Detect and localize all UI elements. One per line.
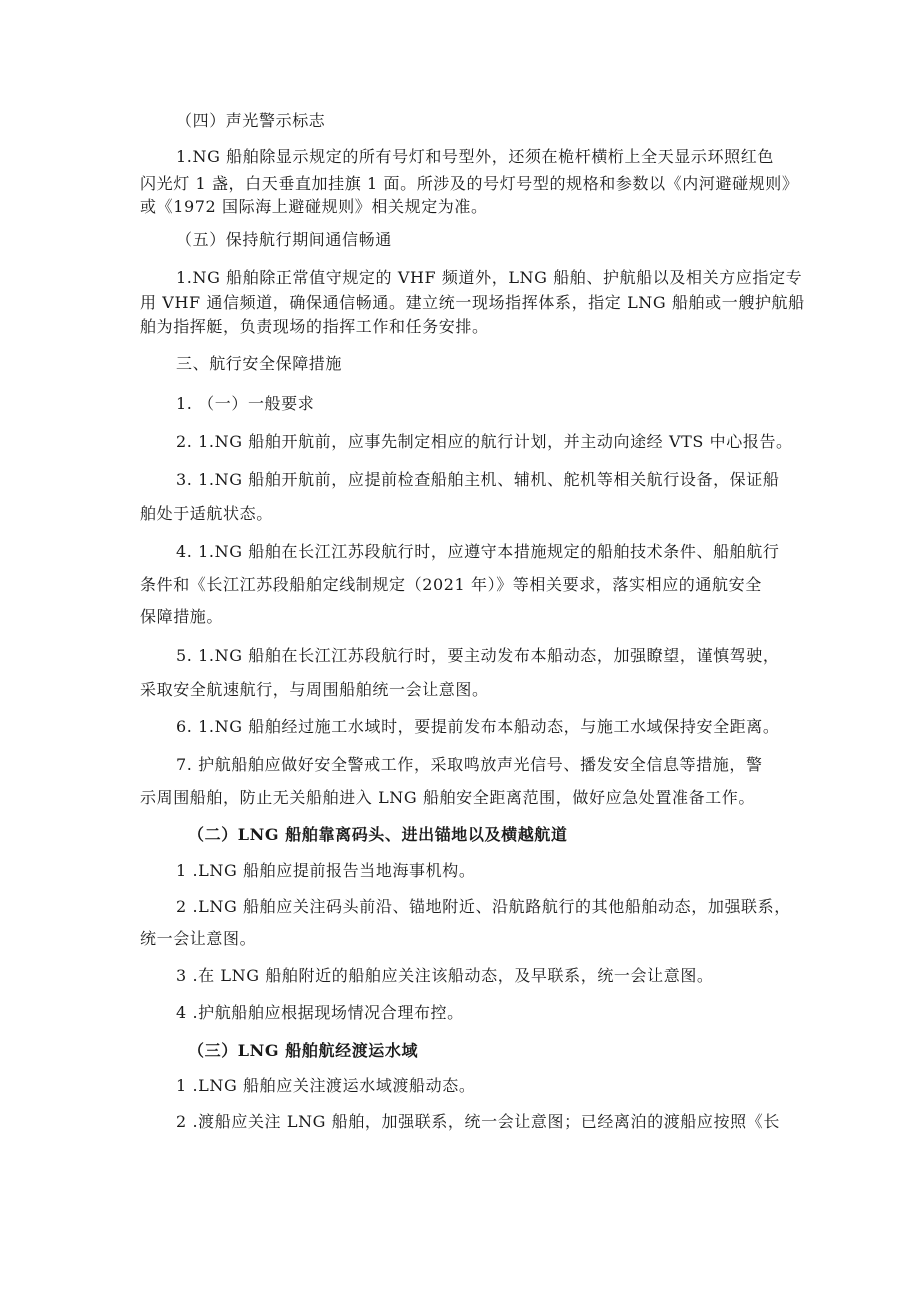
paragraph-line: 舶为指挥艇，负责现场的指挥工作和任务安排。 <box>140 317 489 336</box>
list-item: 5. 1.NG 船舶在长江江苏段航行时，要主动发布本船动态，加强瞭望，谨慎驾驶， <box>176 646 780 665</box>
list-item-continuation: 示周围船舶，防止无关船舶进入 LNG 船舶安全距离范围，做好应急处置准备工作。 <box>140 788 755 807</box>
list-item: 4. 1.NG 船舶在长江江苏段航行时，应遵守本措施规定的船舶技术条件、船舶航行 <box>176 542 780 561</box>
paragraph-line: 或《1972 国际海上避碰规则》相关规定为准。 <box>140 197 488 216</box>
list-item: 4 .护航船舶应根据现场情况合理布控。 <box>176 1003 464 1022</box>
list-item-continuation: 统一会让意图。 <box>140 929 257 948</box>
chapter-heading: 三、航行安全保障措施 <box>176 354 343 373</box>
section-heading-3: （三）LNG 船舶航经渡运水域 <box>188 1041 419 1060</box>
list-item-continuation: 保障措施。 <box>140 607 224 626</box>
list-item: 2. 1.NG 船舶开航前，应事先制定相应的航行计划，并主动向途经 VTS 中心报告。 <box>176 432 793 451</box>
paragraph-line: 1.NG 船舶除正常值守规定的 VHF 频道外，LNG 船舶、护航船以及相关方应指定专 <box>176 268 803 287</box>
list-item: 3. 1.NG 船舶开航前，应提前检查船舶主机、辅机、舵机等相关航行设备，保证船 <box>176 470 780 489</box>
list-item: 1 .LNG 船舶应关注渡运水域渡船动态。 <box>176 1076 476 1095</box>
section-heading-2: （二）LNG 船舶靠离码头、进出锚地以及横越航道 <box>188 825 568 844</box>
list-item-continuation: 采取安全航速航行，与周围船舶统一会让意图。 <box>140 680 489 699</box>
paragraph-line: 用 VHF 通信频道，确保通信畅通。建立统一现场指挥体系，指定 LNG 船舶或一艘护航船 <box>140 293 805 312</box>
section-heading-5: （五）保持航行期间通信畅通 <box>176 230 392 249</box>
section-heading-4: （四）声光警示标志 <box>176 111 326 130</box>
list-item: 2 .LNG 船舶应关注码头前沿、锚地附近、沿航路航行的其他船舶动态，加强联系， <box>176 897 791 916</box>
list-item: 3 .在 LNG 船舶附近的船舶应关注该船动态，及早联系，统一会让意图。 <box>176 966 714 985</box>
paragraph-line: 闪光灯 1 盏，白天垂直加挂旗 1 面。所涉及的号灯号型的规格和参数以《内河避碰规则》 <box>140 174 799 193</box>
list-item-continuation: 舶处于适航状态。 <box>140 504 273 523</box>
list-item: 6. 1.NG 船舶经过施工水域时，要提前发布本船动态，与施工水域保持安全距离。 <box>176 717 780 736</box>
list-item: 1 .LNG 船舶应提前报告当地海事机构。 <box>176 861 476 880</box>
list-item: 1. （一）一般要求 <box>176 394 315 413</box>
paragraph-line: 1.NG 船舶除显示规定的所有号灯和号型外，还须在桅杆横桁上全天显示环照红色 <box>176 147 774 166</box>
list-item: 7. 护航船舶应做好安全警戒工作，采取鸣放声光信号、播发安全信息等措施，警 <box>176 755 763 774</box>
list-item-continuation: 条件和《长江江苏段船舶定线制规定（2021 年）》等相关要求，落实相应的通航安全 <box>140 575 762 594</box>
list-item: 2 .渡船应关注 LNG 船舶，加强联系，统一会让意图；已经离泊的渡船应按照《长 <box>176 1112 780 1131</box>
